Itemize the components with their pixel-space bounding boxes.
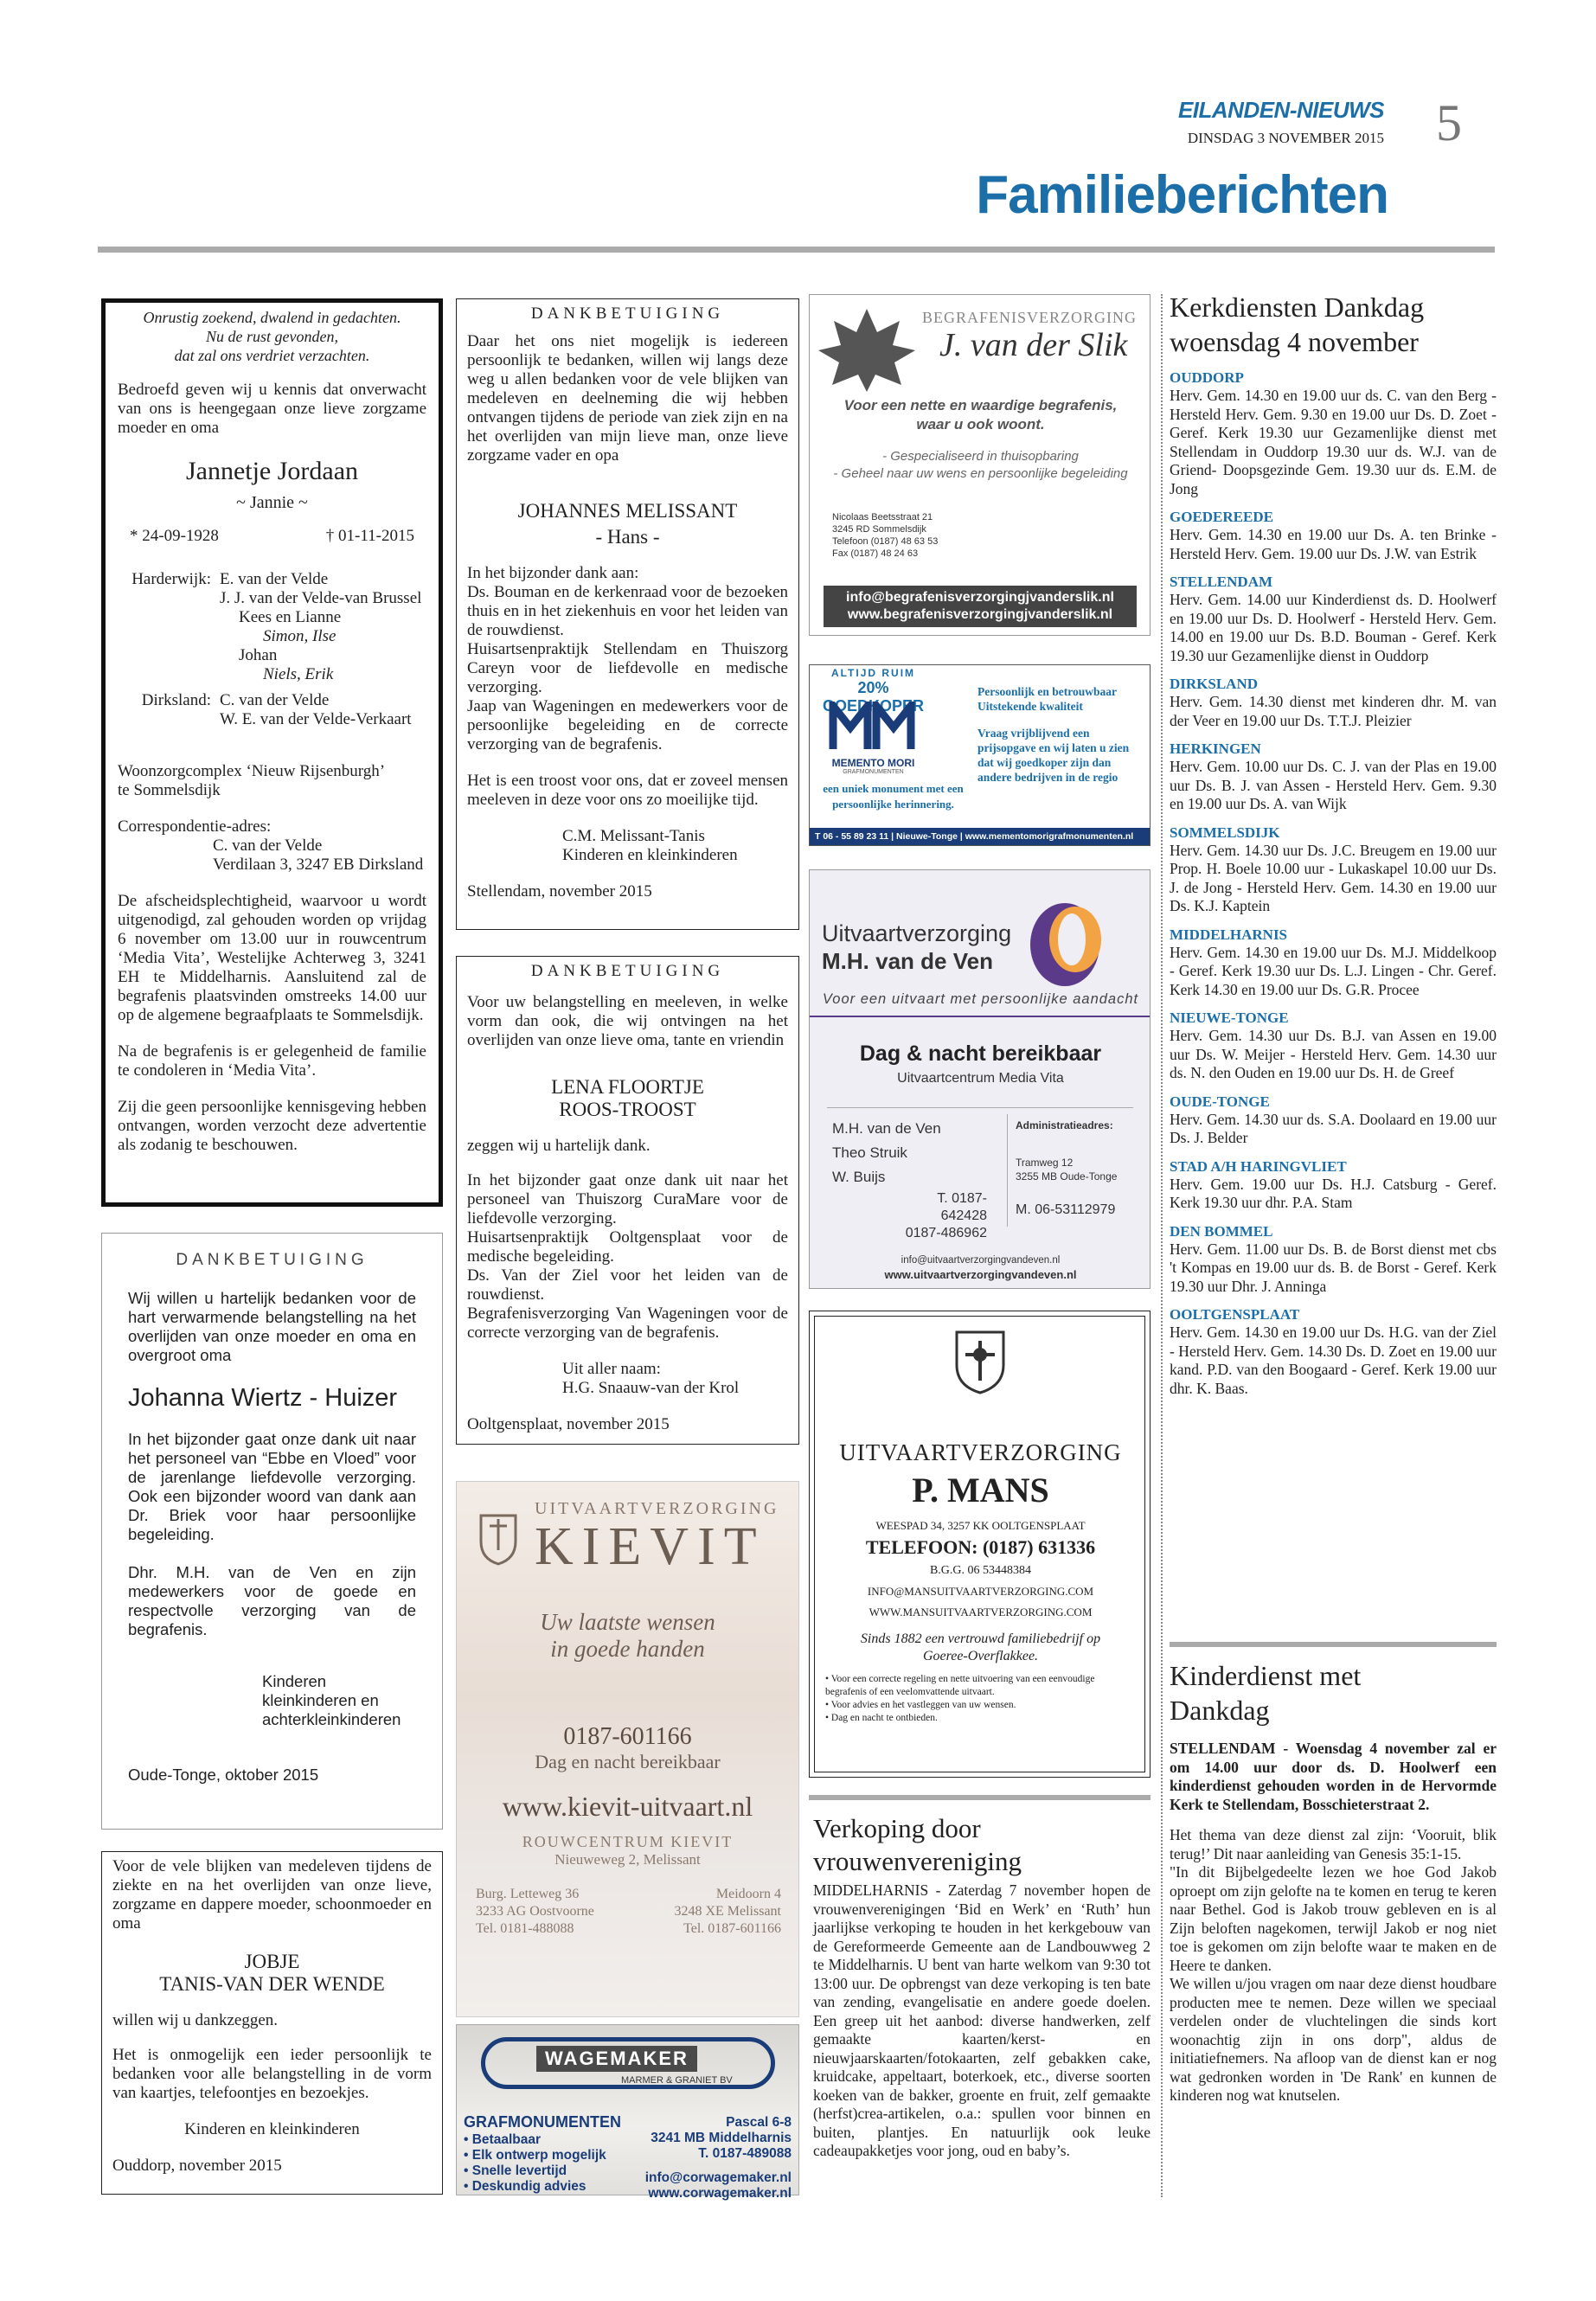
sub-title: Uitvaartcentrum Media Vita [897, 1071, 1064, 1086]
intro-text: Bedroefd geven wij u kennis dat onverwacht van ons is heengegaan onze lieve zorgzame moeder en oma [118, 381, 426, 437]
slogan: waar u ook woont. [916, 416, 1045, 433]
rouwcentrum-address: Nieuweweg 2, Melissant [554, 1851, 701, 1868]
signature: kleinkinderen en [262, 1691, 379, 1709]
ad-sub: MARMER & GRANIET BV [621, 2075, 733, 2086]
church-place: GOEDEREEDE [1170, 509, 1273, 525]
phone: 0187-601166 [563, 1723, 692, 1750]
correspondence-line: C. van der Velde [213, 836, 323, 855]
bullet: • Elk ontwerp mogelijk [464, 2148, 606, 2163]
nickname: ~ Jannie ~ [236, 493, 308, 512]
church-services: Herv. Gem. 14.30 uur Ds. J.C. Breugem en 19.00 uur Prop. H. Boele 10.00 uur - Lukaskapel 10.00 uur Ds. J. de Jong - Hersteld Herv. Gem. 14.30 en 19.00 uur Ds. K.J. Kaptein [1170, 841, 1497, 914]
slogan: Voor een nette en waardige begrafenis, [843, 397, 1118, 413]
church-place: OUDE-TONGE [1170, 1093, 1270, 1110]
deceased-name: JOBJE [244, 1951, 300, 1972]
poem-line: Onrustig zoekend, dwalend in gedachten. [143, 309, 401, 326]
footer-bar: T 06 - 55 89 23 11 | Nieuwe-Tonge | www.mementomorigrafmonumenten.nl [810, 828, 1150, 845]
church-services: Herv. Gem. 14.30 en 19.00 uur Ds. M.J. Middelkoop - Geref. Kerk 19.30 uur Ds. L.J. Lingen - Chr. Geref. Kerk 14.30 en 19.00 uur Ds. G.R. Procee [1170, 943, 1497, 998]
deceased-name: LENA FLOORTJE [551, 1076, 704, 1098]
bullet: • Voor advies en het vastleggen van uw wensen. [825, 1700, 1016, 1710]
crest-icon [472, 1507, 524, 1567]
address-line: Tel. 0181-488088 [476, 1921, 574, 1936]
relative: Simon, Ilse [263, 627, 337, 645]
address-label: Administratieadres: [1016, 1119, 1113, 1131]
article-lead: STELLENDAM - Woensdag 4 november zal er om 14.00 uur door ds. D. Hoolwerf een kinderdienst gehouden worden in de Hervormde Kerk te Stellendam, Bosschieterstraat 2. [1170, 1740, 1497, 1813]
email: info@begrafenisverzorgingjvanderslik.nl [846, 590, 1114, 605]
signature: Uit aller naam: [562, 1360, 661, 1378]
tagline: een uniek monument met een persoonlijke herinnering. [823, 782, 964, 811]
ad-brand: J. van der Slik [939, 327, 1128, 363]
ad-brand: M.H. van de Ven [822, 948, 993, 974]
thanks-text: Wij willen u hartelijk bedanken voor de hart verwarmende belangstelling na het overlijden van onze moeder en oma en overgroot oma [128, 1289, 416, 1364]
article-body: Het thema van deze dienst zal zijn: ‘Vooruit, blik terug!’ Dit naar aanleiding van Genesis 35:1-15. [1170, 1826, 1497, 1862]
ad-van-de-ven [809, 869, 1151, 1289]
website: www.kievit-uitvaart.nl [502, 1791, 753, 1822]
address-line: Meidoorn 4 [715, 1887, 781, 1901]
church-services: Herv. Gem. 14.30 en 19.00 uur Ds. H.G. van der Ziel - Hersteld Herv. Gem. 14.30 Ds. D. Zoet en 19.00 uur kand. P.D. van den Boogaard - Geref. Kerk 19.00 uur dhr. K. Baas. [1170, 1324, 1497, 1397]
deceased-name: Johanna Wiertz - Huizer [128, 1384, 398, 1412]
notice-text: Zij die geen persoonlijke kennisgeving hebben ontvangen, worden verzocht deze advertentie als zodanig te beschouwen. [118, 1098, 426, 1154]
header-rule [98, 247, 1495, 253]
relative: Johan [239, 646, 278, 664]
bullet: • Betaalbaar [464, 2132, 541, 2147]
article-body: MIDDELHARNIS - Zaterdag 7 november hopen de vrouwenverenigingen ‘Bid en Werk’ en ‘Ruth’ hun jaarlijkse verkoping te houden in het kerkgebouw van de Gereformeerde Gemeente aan de Landbouwweg 2 te Middelharnis. U bent van harte welkom van 9:30 tot 13:00 uur. De opbrengst van deze verkoping is ten bate van zending, evangelisatie en andere goede doelen. Een greep uit het aanbod: diverse handwerken, zelf gemaakte kaarten/kerst- en nieuwjaarskaarten/fotokaarten, zelf gebakken cake, kruidcake, appeltaart, boterkoek, etc., diverse soorten koeken van de bakker, groente en fruit, zelf gemaakte (herfst)crea-artikelen, o.a.: spullen voor binnen en buiten, plantjes. En natuurlijk ook leuke cadeaupakketjes voor jong, oud en baby’s. [813, 1881, 1151, 2159]
mobile: M. 06-53112979 [1016, 1202, 1116, 1217]
ad-slik [809, 294, 1151, 636]
guarantee: - Geheel naar uw wens en persoonlijke begeleiding [833, 466, 1128, 481]
relative: Niels, Erik [263, 665, 334, 683]
church-services: Herv. Gem. 14.30 uur ds. S.A. Doolaard en 19.00 uur Ds. J. Belder [1170, 1110, 1497, 1146]
bullet: • Dag en nacht te ontbieden. [825, 1713, 938, 1723]
address-line: 3245 RD Sommelsdijk [832, 524, 926, 535]
article-title: Kinderdienst met [1170, 1660, 1362, 1691]
relative: J. J. van der Velde-van Brussel [220, 589, 422, 607]
since: Goeree-Overflakkee. [922, 1649, 1039, 1663]
coat-of-arms-icon [950, 1327, 1010, 1396]
email: INFO@MANSUITVAARTVERZORGING.COM [867, 1585, 1094, 1598]
rouwcentrum: ROUWCENTRUM KIEVIT [522, 1833, 734, 1850]
mm-logo-icon [829, 702, 915, 753]
address: WEESPAD 34, 3257 KK OOLTGENSPLAAT [875, 1519, 1086, 1532]
bgg: B.G.G. 06 53448384 [929, 1564, 1032, 1577]
church-services: Herv. Gem. 11.00 uur Ds. B. de Borst dienst met cbs 't Kompas en 19.00 uur ds. B. de Borst - Geref. Kerk 19.30 uur Dhr. J. Anninga [1170, 1240, 1497, 1295]
email: info@uitvaartverzorgingvandeven.nl [901, 1255, 1061, 1266]
church-place: SOMMELSDIJK [1170, 824, 1280, 841]
church-place: STELLENDAM [1170, 574, 1273, 590]
signature: Kinderen en kleinkinderen [184, 2120, 360, 2138]
residence: Woonzorgcomplex ‘Nieuw Rijsenburgh’ [118, 762, 386, 780]
bullet: • Snelle levertijd [464, 2163, 567, 2178]
thanks-text: Het is een troost voor ons, dat er zoveel mensen meeleven in deze voor ons zo moeilijke tijd. [467, 772, 788, 809]
bullet: • Voor een correcte regeling en nette uitvoering van een eenvoudige begrafenis of een veelomvattende uitvaart. [825, 1674, 1095, 1697]
deceased-name: JOHANNES MELISSANT [517, 500, 738, 522]
deceased-name: ROOS-TROOST [559, 1099, 696, 1120]
church-services: Herv. Gem. 10.00 uur Ds. C. J. van der Plas en 19.00 uur Ds. B. J. van Assen - Hersteld Herv. Gem. 9.30 en 19.00 uur Ds. A. van Wijk [1170, 758, 1497, 812]
ad-memento-mori [809, 664, 1151, 846]
article-title: Verkoping door vrouwenvereniging [813, 1813, 1022, 1876]
relative: E. van der Velde [220, 570, 329, 588]
issue-date: DINSDAG 3 NOVEMBER 2015 [1187, 130, 1384, 146]
bullet: • Deskundig advies [464, 2179, 586, 2194]
thanks-text: In het bijzonder gaat onze dank uit naar het personeel van Thuiszorg CuraMare voor de liefdevolle verzorging. Huisartsenpraktijk Ooltgensplaat voor de medische begeleiding. Ds. Van der Ziel voor het leiden van de rouwdienst. Begrafenisverzorging Van Wageningen voor de correcte verzorging van de begrafenis. [467, 1171, 788, 1342]
address-line: Tel. 0187-601166 [683, 1921, 781, 1936]
address-line: 3233 AG Oostvoorne [476, 1904, 594, 1919]
church-place: MIDDELHARNIS [1170, 926, 1288, 943]
signature: C.M. Melissant-Tanis [562, 827, 705, 845]
guarantee: - Gespecialiseerd in thuisopbaring [882, 449, 1079, 464]
ad-brand: WAGEMAKER [536, 2046, 697, 2072]
ad-kievit [456, 1481, 799, 2017]
article-verkoping [813, 1812, 1151, 2161]
address-line: 3241 MB Middelharnis [651, 2131, 792, 2145]
rule [809, 1795, 1151, 1800]
slogan: in goede handen [550, 1636, 705, 1662]
place-label: Dirksland: [141, 691, 211, 709]
grafmonumenten: GRAFMONUMENTEN [464, 2113, 621, 2131]
church-place: NIEUWE-TONGE [1170, 1009, 1289, 1026]
deceased-name: Jannetje Jordaan [185, 457, 359, 485]
leaf-icon [815, 302, 919, 397]
page-number: 5 [1436, 94, 1462, 151]
website: WWW.MANSUITVAARTVERZORGING.COM [869, 1606, 1093, 1618]
church-services: Herv. Gem. 14.30 uur Ds. B.J. van Assen en 19.00 uur Ds. W. Meijer - Hersteld Herv. Gem. 14.30 uur ds. N. den Ouden en 19.00 uur Ds. H. de Greef [1170, 1027, 1497, 1081]
ad-top: Uitvaartverzorging [822, 920, 1012, 946]
staff-name: W. Buijs [832, 1169, 886, 1185]
availability: Dag & nacht bereikbaar [859, 1042, 1102, 1066]
ad-top: UITVAARTVERZORGING [839, 1439, 1122, 1465]
church-place: STAD A/H HARINGVLIET [1170, 1157, 1347, 1175]
article-title: woensdag 4 november [1170, 326, 1419, 357]
email: info@corwagemaker.nl [644, 2170, 792, 2185]
badge: 20% GOEDKOPER [822, 679, 925, 715]
address-line: T. 0187-489088 [698, 2146, 792, 2161]
thanks-text: Dhr. M.H. van de Ven en zijn medewerkers voor de goede en respectvolle verzorging van de begrafenis. [128, 1563, 416, 1638]
nickname: - Hans - [595, 526, 660, 548]
church-services: Herv. Gem. 14.30 en 19.00 uur ds. C. van den Berg - Hersteld Herv. Gem. 9.30 en 19.00 uur Ds. D. Zoet - Geref. Kerk 19.30 uur Gezamenlijke dienst met Stellendam in Ouddorp 19.30 uur ds. W.J. van de Griend- Doopsgezinde Gem. 19.30 uur ds. E.M. de Jong [1170, 387, 1497, 497]
article-title: Dankdag [1170, 1695, 1270, 1726]
address-line: Tramweg 12 [1016, 1157, 1074, 1169]
relative: C. van der Velde [220, 691, 330, 709]
ad-sub: GRAFMONUMENTEN [843, 769, 904, 775]
ad-mans [809, 1311, 1151, 1778]
thanks-text: In het bijzonder gaat onze dank uit naar het personeel van “Ebbe en Vloed” voor de jarenlange liefdevolle verzorging. Ook een bijzonder woord van dank aan Dr. Briek voor haar persoonlijke begeleiding. [128, 1430, 416, 1543]
thanks-text: zeggen wij u hartelijk dank. [467, 1137, 651, 1155]
death-date: † 01-11-2015 [325, 527, 414, 545]
address-line: Fax (0187) 48 24 63 [832, 548, 919, 559]
deceased-name: TANIS-VAN DER WENDE [159, 1973, 385, 1995]
rule [1170, 1642, 1497, 1647]
website: www.uitvaartverzorgingvandeven.nl [884, 1268, 1077, 1281]
availability: Dag en nacht bereikbaar [535, 1751, 721, 1772]
badge: ALTIJD RUIM [830, 667, 916, 679]
relative: Kees en Lianne [239, 608, 342, 626]
correspondence-line: Verdilaan 3, 3247 EB Dirksland [213, 856, 424, 874]
thanks-text: Voor uw belangstelling en meeleven, in welke vorm dan ook, die wij ontvingen na het overlijden van onze lieve oma, tante en vriendin [467, 993, 788, 1049]
church-services: Herv. Gem. 19.00 uur Ds. H.J. Catsburg - Geref. Kerk 19.30 uur dhr. P.A. Stam [1170, 1175, 1497, 1211]
signature: H.G. Snaauw-van der Krol [562, 1379, 740, 1397]
relative: W. E. van der Velde-Verkaart [220, 710, 412, 728]
thanks-text: willen wij u dankzeggen. [112, 2011, 279, 2029]
address-line: Pascal 6-8 [726, 2115, 792, 2130]
article-body: "In dit Bijbelgedeelte lezen we hoe God Jakob oproept om zijn gelofte na te komen en terug te keren naar Bethel. God is Jakob trouw gebleven en is al Zijn beloften nagekomen, terwijl Jakob er nog niet toe is gekomen om zijn belofte waar te maken en de Heere te danken. We willen u/jou vragen om naar deze dienst houdbare producten mee te nemen. Deze willen we speciaal verdelen onder de vluchtelingen die sinds kort woonachtig zijn in ons dorp", aldus de initiatiefnemers. Na afloop van de dienst kan er nog wat gedronken worden in 'De Rank' en kunnen de kinderen nog wat knutselen. [1170, 1863, 1497, 2104]
ceremony-text: De afscheidsplechtigheid, waarvoor u wordt uitgenodigd, zal gehouden worden op vrijdag 6 november om 13.00 uur in rouwcentrum ‘Media Vita’, Westelijke Achterweg 3, 3241 EH te Middelharnis. Aansluitend zal de begrafenis plaatsvinden omstreeks 14.00 uur op de algemene begraafplaats te Sommelsdijk. [118, 892, 426, 1024]
thanks-title: DANKBETUIGING [176, 1251, 369, 1269]
article-title: Kerkdiensten Dankdag [1170, 292, 1425, 323]
staff-name: Theo Struik [832, 1144, 907, 1161]
ad-brand: KIEVIT [535, 1517, 766, 1576]
thanks-wiertz [101, 1233, 443, 1830]
poem-line: dat zal ons verdriet verzachten. [174, 347, 370, 364]
thanks-roos [456, 956, 799, 1445]
thanks-text: Het is onmogelijk een ieder persoonlijk te bedanken voor alle belangstelling in de vorm van kaartjes, telefoontjes en bezoekjes. [112, 2046, 432, 2102]
ad-top: BEGRAFENISVERZORGING [922, 309, 1138, 326]
phone: T. 0187-642428 [937, 1191, 987, 1223]
footer-place: Stellendam, november 2015 [467, 882, 652, 901]
thanks-title: DANKBETUIGING [530, 304, 725, 323]
footer-place: Oude-Tonge, oktober 2015 [128, 1766, 319, 1784]
signature: Kinderen [262, 1672, 327, 1690]
signature: achterkleinkinderen [262, 1710, 401, 1728]
since: Sinds 1882 een vertrouwd familiebedrijf op [860, 1631, 1101, 1646]
church-place: DIRKSLAND [1170, 676, 1259, 692]
staff-name: M.H. van de Ven [832, 1120, 941, 1137]
phone: TELEFOON: (0187) 631336 [865, 1536, 1096, 1558]
church-place: HERKINGEN [1170, 740, 1261, 757]
church-place: OUDDORP [1170, 369, 1244, 386]
condolence-text: Na de begrafenis is er gelegenheid de familie te condoleren in ‘Media Vita’. [118, 1042, 426, 1080]
church-services: Herv. Gem. 14.00 uur Kinderdienst ds. D. Hoolwerf en 19.00 uur Ds. D. Hoolwerf - Hersteld Herv. Gem. 14.00 en 19.00 uur Ds. B.D. Bouman - Geref. Kerk 19.30 uur Gezamenlijke dienst in Ouddorp [1170, 591, 1497, 664]
residence: te Sommelsdijk [118, 781, 221, 799]
feature: Vraag vrijblijvend een prijsopgave en wij laten u zien dat wij goedkoper zijn dan andere bedrijven in de regio [977, 727, 1130, 784]
place-label: Harderwijk: [131, 570, 211, 588]
thanks-text: Daar het ons niet mogelijk is iedereen persoonlijk te bedanken, willen wij langs deze weg u allen bedanken voor de vele blijken van medeleven en deelneming die wij hebben ontvangen tijdens de periode van ziek zijn en na het overlijden van mijn lieve man, onze lieve zorgzame vader en opa [467, 332, 788, 465]
poem-line: Nu de rust gevonden, [206, 328, 338, 345]
ad-brand: MEMENTO MORI [831, 757, 915, 769]
ven-logo-icon [1022, 894, 1117, 994]
thanks-tanis [101, 1851, 443, 2195]
signature: Kinderen en kleinkinderen [562, 846, 738, 864]
ad-wagemaker [456, 2024, 799, 2201]
masthead: EILANDEN-NIEUWS [1177, 97, 1384, 123]
column-divider [1161, 294, 1163, 2197]
footer-place: Ouddorp, november 2015 [112, 2157, 282, 2175]
obituary-jordaan [101, 298, 443, 1207]
website: www.begrafenisverzorgingjvanderslik.nl [847, 607, 1113, 622]
address-line: Nicolaas Beetsstraat 21 [832, 512, 933, 522]
correspondence-label: Correspondentie-adres: [118, 817, 272, 836]
section-title: Familieberichten [976, 165, 1388, 225]
ad-top: UITVAARTVERZORGING [535, 1499, 779, 1518]
phone: 0187-486962 [905, 1226, 987, 1240]
church-services: Herv. Gem. 14.30 dienst met kinderen dhr. M. van der Veer en 19.00 uur Ds. T.T.J. Pleizier [1170, 693, 1497, 729]
footer-place: Ooltgensplaat, november 2015 [467, 1415, 670, 1433]
thanks-melissant [456, 298, 799, 930]
feature: Persoonlijk en betrouwbaar [977, 685, 1117, 698]
address-line: 3248 XE Melissant [674, 1904, 781, 1919]
church-services: Herv. Gem. 14.30 en 19.00 uur Ds. A. ten Brinke - Hersteld Herv. Gem. 19.00 uur Ds. J.W. van Estrik [1170, 526, 1497, 562]
address-line: 3255 MB Oude-Tonge [1016, 1170, 1118, 1183]
feature: Uitstekende kwaliteit [977, 700, 1083, 713]
church-place: DEN BOMMEL [1170, 1222, 1273, 1240]
thanks-text: In het bijzonder dank aan: Ds. Bouman en de kerkenraad voor de bezoeken thuis en in het ziekenhuis en voor het leiden van de rouwdienst. Huisartsenpraktijk Stellendam en Thuiszorg Careyn voor de liefdevolle en medische verzorging. Jaap van Wageningen en medewerkers voor de persoonlijke begeleiding en de correcte verzorging van de begrafenis. [467, 564, 788, 753]
ad-brand: P. MANS [912, 1471, 1049, 1509]
thanks-title: DANKBETUIGING [530, 962, 725, 980]
thanks-text: Voor de vele blijken van medeleven tijdens de ziekte en na het overlijden van onze lieve, zorgzame en dappere moeder, schoonmoeder en oma [112, 1857, 432, 1932]
slogan: Uw laatste wensen [540, 1609, 715, 1635]
article-kerkdiensten [1170, 290, 1497, 1398]
article-kinderdienst [1170, 1658, 1497, 2106]
birth-date: * 24-09-1928 [130, 527, 219, 545]
address-line: Telefoon (0187) 48 63 53 [832, 536, 939, 547]
slogan: Voor een uitvaart met persoonlijke aandacht [822, 991, 1139, 1007]
church-place: OOLTGENSPLAAT [1170, 1306, 1300, 1323]
website: www.corwagemaker.nl [648, 2186, 792, 2201]
address-line: Burg. Letteweg 36 [476, 1887, 580, 1901]
